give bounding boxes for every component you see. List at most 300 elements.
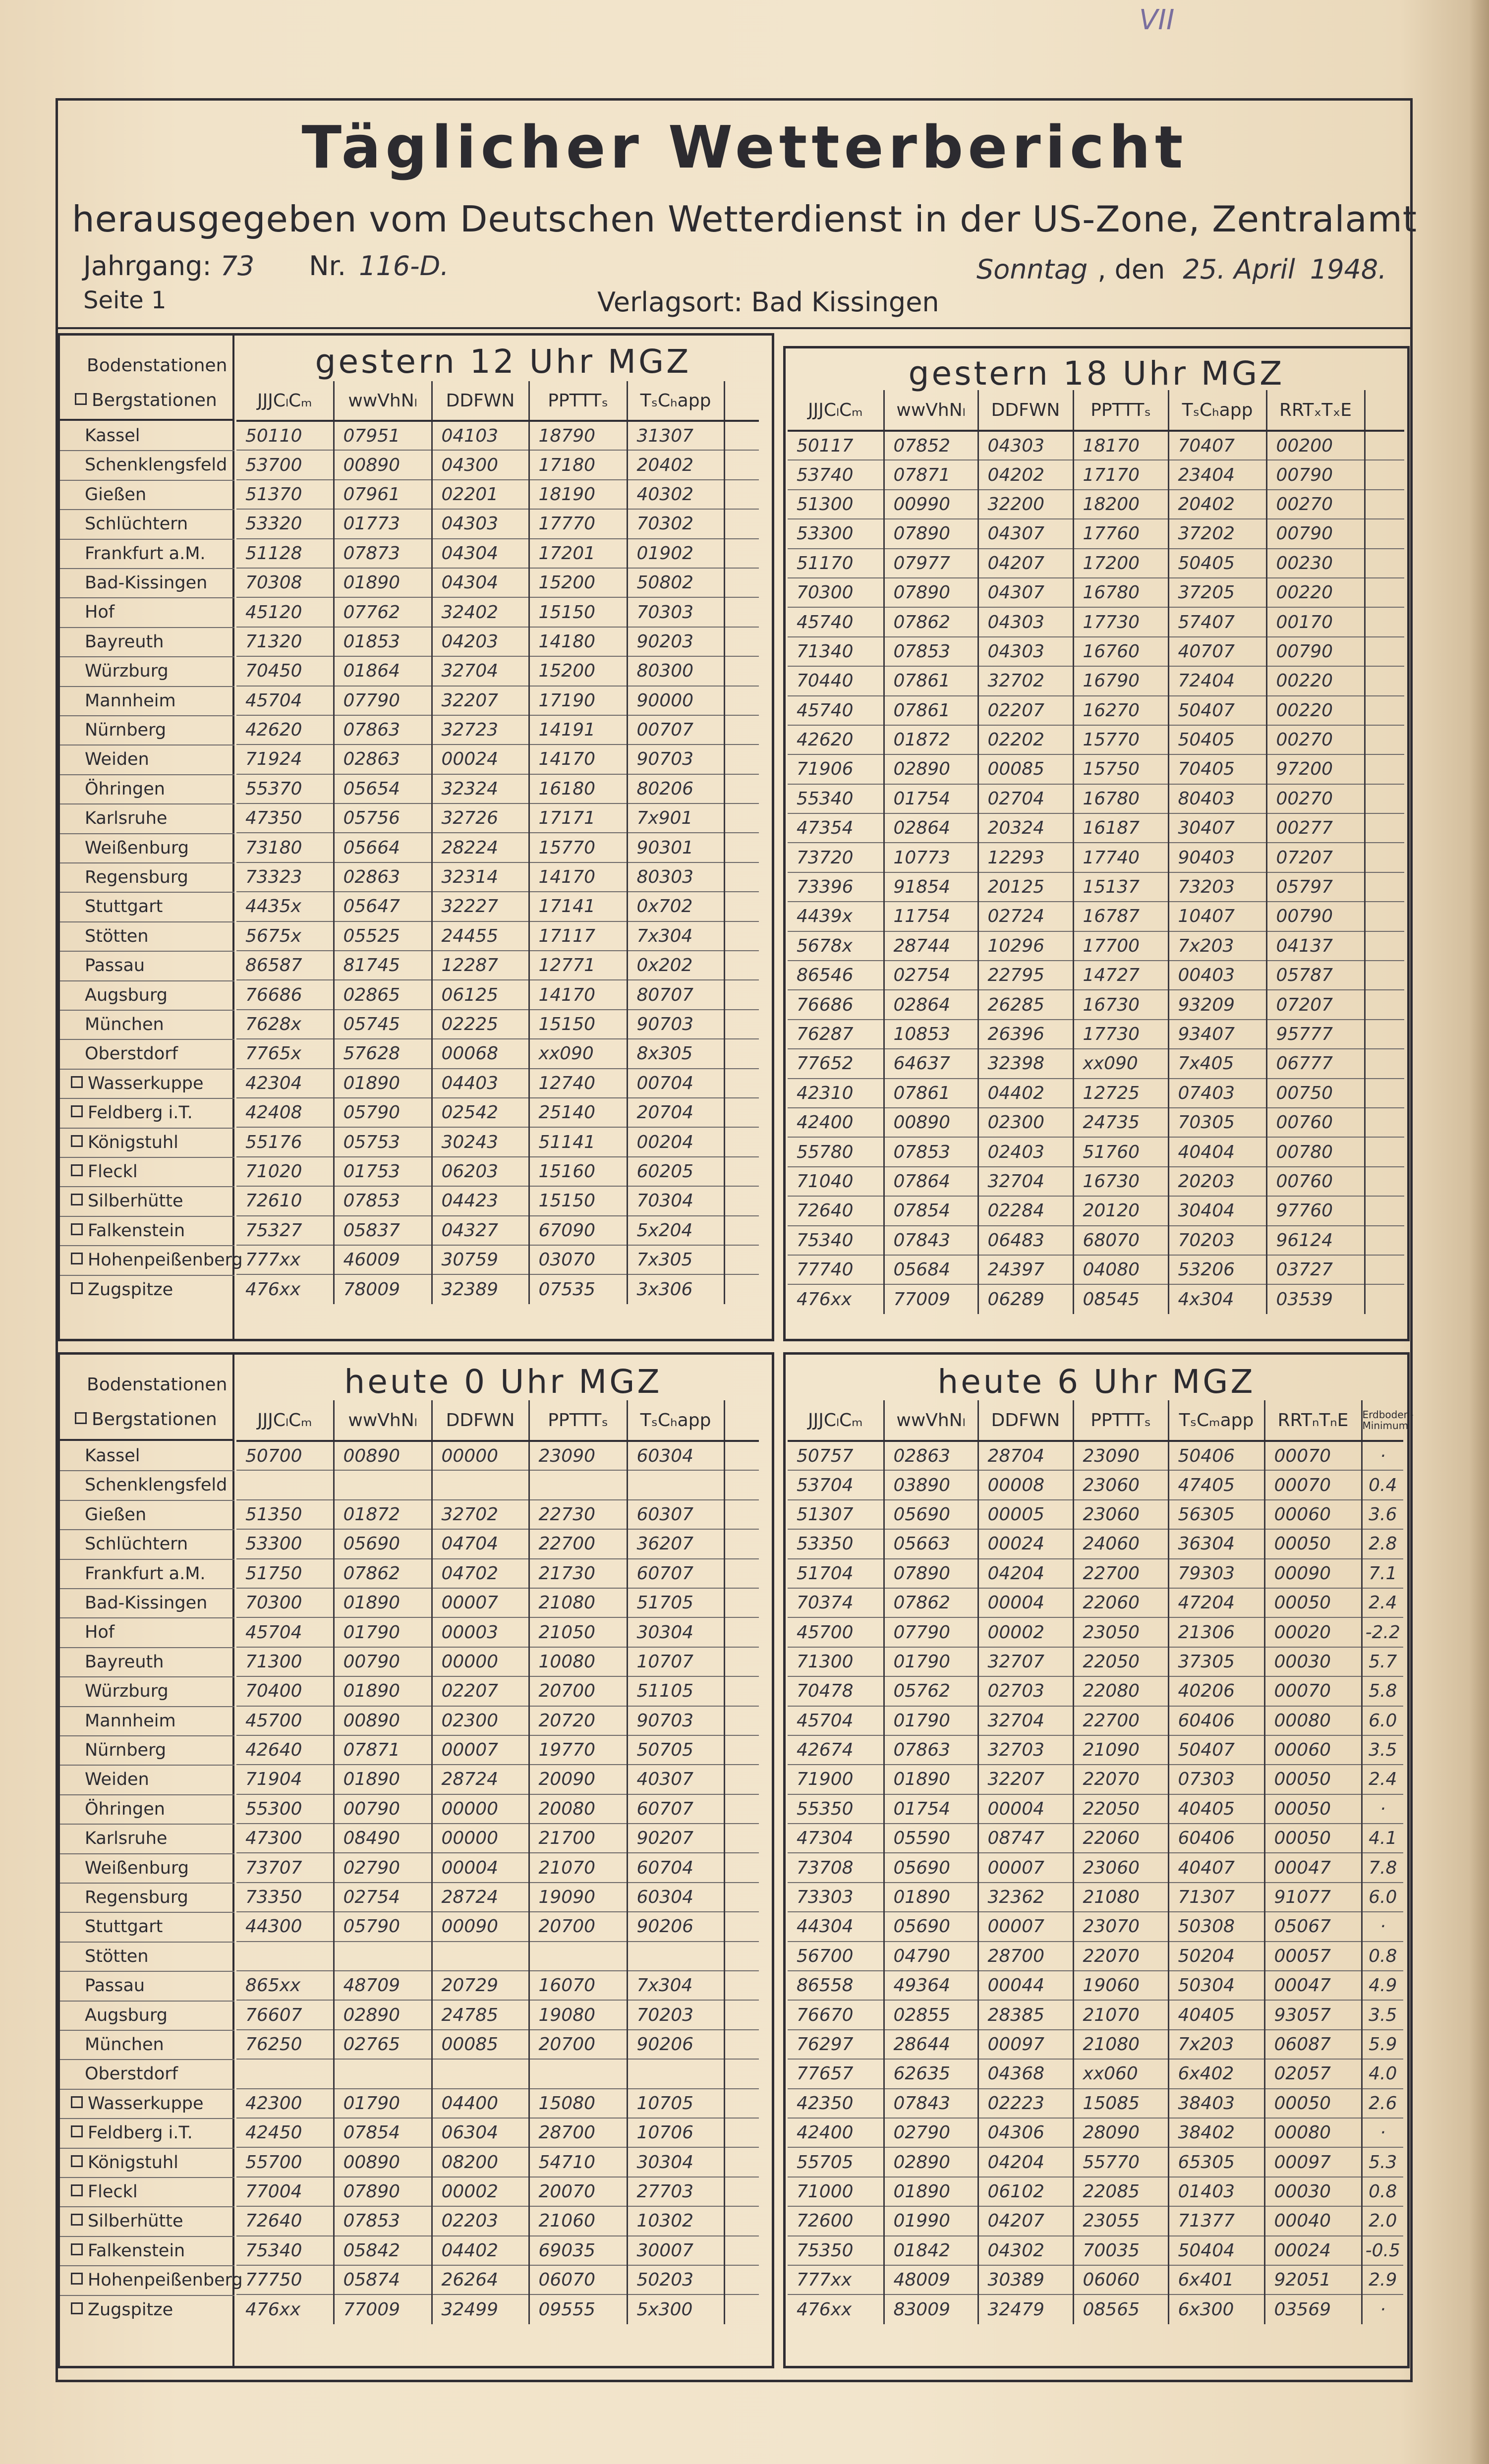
table-cell: 476xx — [788, 2294, 884, 2324]
table-cell: 28644 — [884, 2030, 978, 2059]
table-cell: 17200 — [1073, 549, 1168, 578]
station-label: Bayreuth — [85, 631, 164, 652]
table-cell: 04790 — [884, 1942, 978, 1971]
table-cell: 45700 — [788, 1617, 884, 1647]
table-row — [788, 1137, 1404, 1166]
table-cell — [1365, 578, 1404, 607]
station-name — [85, 2006, 168, 2025]
table-cell: 28724 — [432, 1883, 529, 1912]
table-row — [236, 1186, 759, 1215]
table-cell: 02704 — [978, 784, 1073, 813]
table-cell: 05842 — [334, 2236, 432, 2265]
table-cell: 67090 — [529, 1216, 627, 1245]
table-cell: 02203 — [432, 2206, 529, 2235]
table-cell: 07853 — [884, 637, 978, 666]
station-label: Würzburg — [85, 1681, 169, 1702]
panel-gestern-18-uhr — [783, 346, 1410, 1341]
table-cell: 4.1 — [1362, 1824, 1403, 1853]
table-cell: 7.8 — [1362, 1853, 1403, 1882]
table-row — [788, 2177, 1403, 2206]
table-cell: 22700 — [1073, 1706, 1168, 1735]
table-cell: 07403 — [1168, 1079, 1266, 1108]
table-cell: 04402 — [978, 1079, 1073, 1108]
table-cell: 07890 — [884, 519, 978, 548]
table-cell: 777xx — [788, 2265, 884, 2294]
table-cell: 21306 — [1168, 1617, 1264, 1647]
table-cell: 40404 — [1168, 1137, 1266, 1166]
station-name — [85, 602, 115, 622]
table-cell: 00047 — [1264, 1971, 1362, 2000]
table-row — [236, 1765, 759, 1794]
table-cell: 15150 — [529, 597, 627, 627]
table-cell: 15200 — [529, 568, 627, 597]
table-row — [788, 1794, 1403, 1824]
table-cell: 00070 — [1264, 1470, 1362, 1499]
table-row — [788, 1255, 1404, 1284]
berg-marker-icon — [71, 1105, 83, 1117]
table-cell: 51128 — [236, 539, 334, 568]
table-cell — [724, 2000, 759, 2029]
table-cell: 00004 — [978, 1794, 1073, 1824]
table-cell: 11754 — [884, 902, 978, 931]
table-cell: 24785 — [432, 2000, 529, 2029]
table-cell: -0.5 — [1362, 2236, 1403, 2265]
pen-mark: VII — [1139, 4, 1175, 36]
table-cell — [724, 1765, 759, 1794]
station-name — [85, 808, 167, 828]
table-cell: 00000 — [432, 1647, 529, 1676]
table-cell: 32200 — [978, 490, 1073, 519]
table-cell: 02703 — [978, 1676, 1073, 1706]
table-cell: 36207 — [627, 1529, 724, 1558]
table-cell: 55300 — [236, 1794, 334, 1824]
table-cell: 70304 — [627, 1186, 724, 1215]
table-cell: 00070 — [1264, 1676, 1362, 1706]
table-row — [236, 2265, 759, 2294]
station-row-line — [60, 2177, 234, 2178]
table-cell: 04207 — [978, 2206, 1073, 2235]
date: 25. April — [1183, 254, 1295, 285]
table-cell: 00024 — [978, 1529, 1073, 1558]
table-cell: · — [1362, 2294, 1403, 2324]
table-row — [236, 1735, 759, 1765]
table-cell: 5.7 — [1362, 1647, 1403, 1676]
table-cell: 07853 — [334, 1186, 432, 1215]
table-cell: 00780 — [1266, 1137, 1365, 1166]
panel-title: gestern 18 Uhr MGZ — [908, 354, 1285, 393]
table-cell: 30407 — [1168, 813, 1266, 843]
table-cell: 03569 — [1264, 2294, 1362, 2324]
column-header — [724, 1400, 759, 1441]
table-cell: 68070 — [1073, 1226, 1168, 1255]
column-header: TₛCₕapp — [627, 1400, 724, 1441]
table-cell: 00002 — [978, 1617, 1073, 1647]
table-row — [788, 460, 1404, 489]
table-cell: 37305 — [1168, 1647, 1264, 1676]
table-cell: 20720 — [529, 1706, 627, 1735]
table-cell: 01902 — [627, 539, 724, 568]
table-cell: 77009 — [884, 1284, 978, 1314]
table-cell: 7x203 — [1168, 931, 1266, 961]
table-cell: 49364 — [884, 1971, 978, 2000]
table-cell: 06304 — [432, 2118, 529, 2147]
station-label: Weißenburg — [85, 838, 189, 858]
table-row — [236, 833, 759, 862]
station-label: Stötten — [85, 926, 149, 946]
table-cell: 24397 — [978, 1255, 1073, 1284]
table-cell: 4x304 — [1168, 1284, 1266, 1314]
table-cell: 476xx — [788, 1284, 884, 1314]
column-header: JJJCₗCₘ — [788, 1400, 884, 1441]
station-name — [85, 1770, 149, 1789]
table-cell: 23050 — [1073, 1617, 1168, 1647]
table-cell: 07871 — [884, 460, 978, 489]
table-cell: 75350 — [788, 2236, 884, 2265]
station-name — [71, 1103, 193, 1123]
table-row — [788, 1824, 1403, 1853]
table-cell: 90206 — [627, 2030, 724, 2059]
column-header: wwVhNₗ — [334, 381, 432, 421]
table-cell — [627, 1470, 724, 1499]
table-cell: 00007 — [432, 1735, 529, 1765]
station-label: Regensburg — [85, 1888, 188, 1907]
table-cell: 40707 — [1168, 637, 1266, 666]
station-row-line — [60, 1883, 234, 1884]
table-cell: 00024 — [432, 745, 529, 774]
table-cell: 00270 — [1266, 784, 1365, 813]
table-cell: 07977 — [884, 549, 978, 578]
station-name — [85, 1475, 227, 1495]
table-cell: 50117 — [788, 431, 884, 460]
table-cell: 15150 — [529, 1186, 627, 1215]
station-name — [85, 1740, 166, 1760]
table-cell — [724, 2177, 759, 2206]
table-row — [236, 2206, 759, 2235]
table-cell: 47354 — [788, 813, 884, 843]
table-cell: 76250 — [236, 2030, 334, 2059]
table-cell — [1365, 1167, 1404, 1196]
table-cell: 22080 — [1073, 1676, 1168, 1706]
table-cell: 42304 — [236, 1069, 334, 1098]
table-cell — [724, 1274, 759, 1304]
table-cell: 02542 — [432, 1098, 529, 1127]
table-cell: 01890 — [334, 1676, 432, 1706]
table-cell: 00704 — [627, 1069, 724, 1098]
table-cell — [724, 2206, 759, 2235]
table-cell: 76686 — [236, 980, 334, 1009]
station-row-line — [60, 2148, 234, 2149]
table-cell: 7628x — [236, 1010, 334, 1039]
column-header: RRTₓTₓE — [1266, 390, 1365, 431]
table-cell: 80300 — [627, 656, 724, 686]
table-cell: 5.8 — [1362, 1676, 1403, 1706]
table-cell: 04307 — [978, 519, 1073, 548]
table-row — [788, 2236, 1403, 2265]
table-cell: 07861 — [884, 696, 978, 725]
column-header: PPTTTₛ — [1073, 1400, 1168, 1441]
table-cell — [1365, 1049, 1404, 1078]
table-cell: 15085 — [1073, 2089, 1168, 2118]
table-row — [236, 1971, 759, 2000]
table-cell: 07853 — [334, 2206, 432, 2235]
table-cell: 3.5 — [1362, 1735, 1403, 1765]
table-cell: 45700 — [236, 1706, 334, 1735]
table-cell: 7x203 — [1168, 2030, 1264, 2059]
station-row-line — [60, 951, 234, 952]
table-cell: 71300 — [236, 1647, 334, 1676]
table-cell: 50405 — [1168, 725, 1266, 754]
station-label: Königstuhl — [88, 2152, 178, 2173]
berg-marker-icon — [71, 1135, 83, 1147]
table-cell — [724, 1883, 759, 1912]
table-cell: 00220 — [1266, 666, 1365, 695]
table-cell — [724, 1529, 759, 1558]
table-cell: 00890 — [334, 1706, 432, 1735]
table-cell: 75340 — [236, 2236, 334, 2265]
table-cell: 00003 — [432, 1617, 529, 1647]
table-cell: 07862 — [334, 1559, 432, 1588]
table-cell: 6x402 — [1168, 2059, 1264, 2088]
table-row — [236, 921, 759, 951]
table-cell — [1365, 961, 1404, 990]
table-cell: 47304 — [788, 1824, 884, 1853]
station-name — [71, 1133, 178, 1152]
table-cell: 22050 — [1073, 1794, 1168, 1824]
table-cell: 72404 — [1168, 666, 1266, 695]
table-cell: 42300 — [236, 2089, 334, 2118]
table-cell: 42674 — [788, 1735, 884, 1765]
table-cell: 07864 — [884, 1167, 978, 1196]
station-name — [85, 2064, 178, 2084]
table-cell: 48709 — [334, 1971, 432, 2000]
table-row — [236, 1010, 759, 1039]
table-cell: 28385 — [978, 2000, 1073, 2029]
station-name — [71, 1280, 173, 1300]
table-cell: 2.4 — [1362, 1765, 1403, 1794]
table-cell — [529, 1470, 627, 1499]
table-cell — [724, 2265, 759, 2294]
table-cell: 05690 — [884, 1912, 978, 1941]
table-cell: 55370 — [236, 774, 334, 803]
table-cell: 16730 — [1073, 1167, 1168, 1196]
table-cell: 23055 — [1073, 2206, 1168, 2235]
table-cell: 00890 — [334, 1441, 432, 1470]
year: 1948. — [1310, 254, 1387, 285]
table-row — [788, 1500, 1403, 1529]
table-cell: 21050 — [529, 1617, 627, 1647]
table-cell — [1365, 607, 1404, 636]
station-label: Silberhütte — [88, 1191, 183, 1211]
table-cell: 45704 — [788, 1706, 884, 1735]
column-header: TₛCₕapp — [627, 381, 724, 421]
station-name — [85, 749, 149, 769]
station-label: Frankfurt a.M. — [85, 1563, 206, 1584]
table-row — [788, 1676, 1403, 1706]
table-cell: 17180 — [529, 450, 627, 479]
table-cell: 00050 — [1264, 1765, 1362, 1794]
station-name — [85, 426, 140, 446]
table-cell: 77750 — [236, 2265, 334, 2294]
table-cell: 17730 — [1073, 1020, 1168, 1049]
table-cell: 01790 — [334, 1617, 432, 1647]
station-name — [85, 1681, 169, 1701]
table-cell — [1365, 490, 1404, 519]
station-name — [85, 1044, 178, 1064]
station-label: Falkenstein — [88, 1220, 185, 1241]
station-name — [85, 926, 149, 946]
table-cell: 05067 — [1264, 1912, 1362, 1941]
table-row — [236, 1794, 759, 1824]
table-cell: 05756 — [334, 803, 432, 833]
table-cell: 00230 — [1266, 549, 1365, 578]
table-cell: 0.8 — [1362, 2177, 1403, 2206]
table-cell: 73180 — [236, 833, 334, 862]
panel-heute-0-uhr — [57, 1352, 774, 2368]
table-row — [788, 490, 1404, 519]
table-cell: 02207 — [432, 1676, 529, 1706]
table-cell: 07303 — [1168, 1765, 1264, 1794]
table-cell: 15080 — [529, 2089, 627, 2118]
table-cell: 02863 — [334, 862, 432, 892]
table-cell: 51705 — [627, 1588, 724, 1617]
table-cell: 42640 — [236, 1735, 334, 1765]
observation-table — [788, 1400, 1414, 2324]
table-cell: 16180 — [529, 774, 627, 803]
table-cell: 21090 — [1073, 1735, 1168, 1765]
table-cell: 04103 — [432, 421, 529, 450]
table-cell — [724, 2236, 759, 2265]
station-label: Nürnberg — [85, 1740, 167, 1760]
table-cell: 21700 — [529, 1824, 627, 1853]
table-cell: 16787 — [1073, 902, 1168, 931]
table-cell: 00790 — [1266, 460, 1365, 489]
table-row — [236, 480, 759, 509]
station-label: Würzburg — [85, 661, 169, 682]
table-cell: 70374 — [788, 1588, 884, 1617]
table-row — [236, 1245, 759, 1274]
table-cell: 07843 — [884, 1226, 978, 1255]
table-cell: 20203 — [1168, 1167, 1266, 1196]
table-cell: 05590 — [884, 1824, 978, 1853]
station-label: Kassel — [85, 1446, 140, 1466]
table-cell — [724, 745, 759, 774]
table-cell: 05837 — [334, 1216, 432, 1245]
table-cell: 17141 — [529, 892, 627, 921]
berg-marker-icon — [71, 2273, 83, 2285]
table-cell: 07207 — [1266, 843, 1365, 872]
table-cell: 00007 — [432, 1588, 529, 1617]
table-cell — [1365, 843, 1404, 872]
table-cell: 06102 — [978, 2177, 1073, 2206]
column-header: JJJCₗCₘ — [236, 381, 334, 421]
table-cell: 32707 — [978, 1647, 1073, 1676]
table-cell: 02223 — [978, 2089, 1073, 2118]
table-cell: 73203 — [1168, 872, 1266, 902]
table-cell — [724, 450, 759, 479]
table-cell: 02724 — [978, 902, 1073, 931]
table-cell: 12725 — [1073, 1079, 1168, 1108]
table-cell: 56305 — [1168, 1500, 1264, 1529]
table-cell: 07861 — [884, 1079, 978, 1108]
table-cell: 20402 — [1168, 490, 1266, 519]
table-cell: 00085 — [978, 754, 1073, 784]
table-cell: 7x405 — [1168, 1049, 1266, 1078]
station-row-line — [60, 509, 234, 510]
table-cell — [1365, 431, 1404, 460]
table-cell — [1365, 460, 1404, 489]
table-cell: 00090 — [1264, 1559, 1362, 1588]
table-cell: 90703 — [627, 745, 724, 774]
column-header: PPTTTₛ — [529, 381, 627, 421]
table-cell: 00403 — [1168, 961, 1266, 990]
table-cell: 40302 — [627, 480, 724, 509]
table-cell: 50407 — [1168, 1735, 1264, 1765]
station-label: Weißenburg — [85, 1858, 189, 1878]
station-name — [85, 1799, 165, 1819]
column-header: JJJCₗCₘ — [236, 1400, 334, 1441]
table-cell: 50802 — [627, 568, 724, 597]
table-cell: 01890 — [334, 1588, 432, 1617]
station-label: Bad-Kissingen — [85, 1593, 208, 1613]
table-cell — [1365, 725, 1404, 754]
table-cell: 04302 — [978, 2236, 1073, 2265]
table-cell: 45704 — [236, 1617, 334, 1647]
table-cell: 71320 — [236, 627, 334, 656]
station-name — [85, 867, 188, 887]
table-cell — [724, 480, 759, 509]
table-cell: 6.0 — [1362, 1706, 1403, 1735]
table-cell: 00220 — [1266, 578, 1365, 607]
table-cell: 07871 — [334, 1735, 432, 1765]
table-cell: 51760 — [1073, 1137, 1168, 1166]
table-cell: 21080 — [1073, 1883, 1168, 1912]
station-name — [85, 1622, 115, 1642]
table-cell: 15160 — [529, 1157, 627, 1186]
station-label: Hohenpeißenberg — [88, 1250, 243, 1270]
table-cell: 00057 — [1264, 1942, 1362, 1971]
table-row — [236, 774, 759, 803]
station-row-line — [60, 892, 234, 893]
table-cell: 00760 — [1266, 1108, 1365, 1137]
table-cell — [724, 1971, 759, 2000]
table-cell: 03539 — [1266, 1284, 1365, 1314]
table-cell: 51105 — [627, 1676, 724, 1706]
station-label: Kassel — [85, 426, 140, 446]
table-cell: 90301 — [627, 833, 724, 862]
table-cell — [724, 1441, 759, 1470]
table-cell: 60205 — [627, 1157, 724, 1186]
table-cell: 42408 — [236, 1098, 334, 1127]
table-cell: 97200 — [1266, 754, 1365, 784]
table-cell: 00024 — [1264, 2236, 1362, 2265]
station-header-berg — [75, 1409, 217, 1430]
table-cell: 5.9 — [1362, 2030, 1403, 2059]
table-cell — [236, 1942, 334, 1971]
station-name — [85, 838, 189, 858]
table-cell: 02202 — [978, 725, 1073, 754]
table-cell — [1365, 1079, 1404, 1108]
table-cell: 32314 — [432, 862, 529, 892]
table-cell: xx060 — [1073, 2059, 1168, 2088]
table-cell: 21730 — [529, 1559, 627, 1588]
report-subtitle: herausgegeben vom Deutschen Wetterdienst in der US-Zone, Zentralamt — [72, 198, 1417, 240]
table-cell — [724, 1127, 759, 1156]
table-cell: 02855 — [884, 2000, 978, 2029]
station-name — [85, 1593, 207, 1613]
table-cell — [1365, 990, 1404, 1019]
table-cell: 6x300 — [1168, 2294, 1264, 2324]
table-cell: 70300 — [788, 578, 884, 607]
